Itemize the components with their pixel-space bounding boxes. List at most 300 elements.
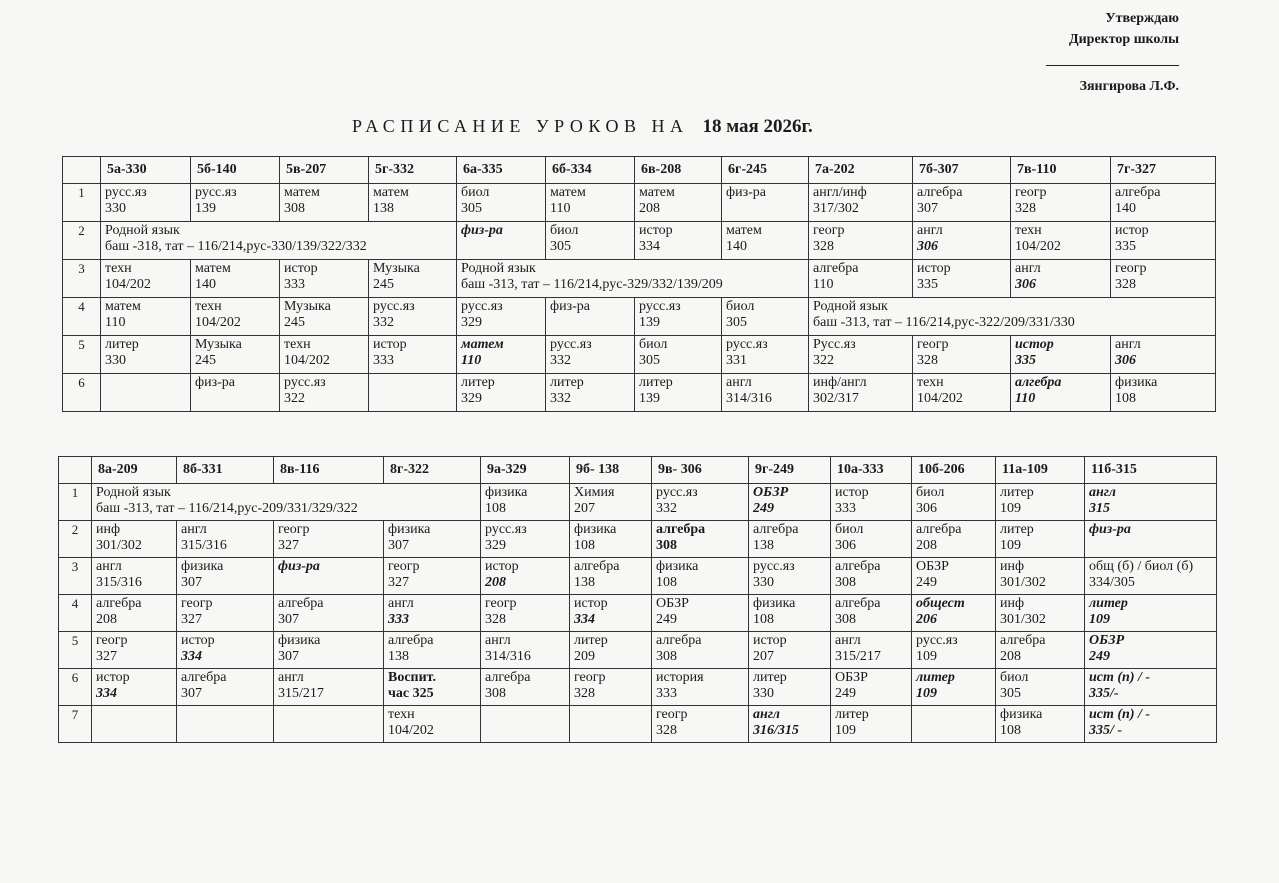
lesson-text: Воспит. час 325 bbox=[388, 670, 437, 701]
lesson-cell bbox=[652, 521, 749, 558]
page-title bbox=[352, 116, 813, 138]
lesson-cell bbox=[191, 260, 280, 298]
lesson-text: история 333 bbox=[656, 670, 704, 701]
director-label: Директор школы bbox=[1068, 32, 1179, 47]
lesson-text: истор 333 bbox=[835, 485, 869, 516]
lesson-text: геогр 328 bbox=[574, 670, 606, 701]
lesson-cell bbox=[809, 222, 913, 260]
lesson-text: техн 104/202 bbox=[284, 337, 330, 368]
lesson-text: биол 306 bbox=[835, 522, 864, 553]
lesson-number: 6 bbox=[63, 374, 101, 412]
lesson-cell bbox=[996, 558, 1085, 595]
lesson-text: русс.яз 331 bbox=[726, 337, 768, 368]
merged-lesson-cell bbox=[809, 298, 1216, 336]
class-header: 6г-245 bbox=[722, 157, 809, 184]
lesson-text: геогр 328 bbox=[1115, 261, 1147, 292]
lesson-text: русс.яз 139 bbox=[639, 299, 681, 330]
lesson-cell bbox=[191, 298, 280, 336]
lesson-row bbox=[63, 298, 1216, 336]
lesson-cell bbox=[101, 184, 191, 222]
lesson-cell bbox=[570, 595, 652, 632]
lesson-text: биол 305 bbox=[550, 223, 579, 254]
lesson-cell bbox=[1111, 260, 1216, 298]
lesson-cell bbox=[912, 595, 996, 632]
lesson-cell bbox=[913, 260, 1011, 298]
lesson-row bbox=[63, 222, 1216, 260]
class-header: 10а-333 bbox=[831, 457, 912, 484]
lesson-cell bbox=[92, 632, 177, 669]
lesson-cell bbox=[384, 521, 481, 558]
lesson-row bbox=[63, 260, 1216, 298]
lesson-text: матем 110 bbox=[105, 299, 141, 330]
lesson-text: физика 108 bbox=[485, 485, 528, 516]
lesson-cell bbox=[809, 184, 913, 222]
lesson-cell bbox=[1011, 374, 1111, 412]
lesson-text: биол 305 bbox=[1000, 670, 1029, 701]
lesson-cell bbox=[912, 669, 996, 706]
lesson-cell bbox=[1111, 222, 1216, 260]
lesson-cell bbox=[369, 184, 457, 222]
lesson-text: англ 316/315 bbox=[753, 707, 799, 738]
lesson-cell bbox=[384, 595, 481, 632]
lesson-text: литер 109 bbox=[1089, 596, 1128, 627]
lesson-cell bbox=[831, 484, 912, 521]
corner-cell bbox=[59, 457, 92, 484]
lesson-cell bbox=[722, 184, 809, 222]
merged-lesson-cell bbox=[457, 260, 809, 298]
lesson-cell bbox=[652, 484, 749, 521]
lesson-cell bbox=[369, 260, 457, 298]
lesson-cell bbox=[274, 669, 384, 706]
class-header: 10б-206 bbox=[912, 457, 996, 484]
lesson-cell bbox=[635, 298, 722, 336]
lesson-text: англ 315 bbox=[1089, 485, 1116, 516]
lesson-text: истор 334 bbox=[181, 633, 215, 664]
lesson-text: литер 109 bbox=[1000, 522, 1034, 553]
lesson-text: истор 335 bbox=[917, 261, 951, 292]
lesson-text: литер 332 bbox=[550, 375, 584, 406]
lesson-cell bbox=[1085, 632, 1217, 669]
lesson-text: алгебра 110 bbox=[813, 261, 859, 292]
lesson-text: литер 330 bbox=[105, 337, 139, 368]
lesson-number: 5 bbox=[59, 632, 92, 669]
lesson-text: биол 306 bbox=[916, 485, 945, 516]
lesson-text: матем 138 bbox=[373, 185, 409, 216]
lesson-cell bbox=[831, 521, 912, 558]
lesson-cell bbox=[912, 558, 996, 595]
lesson-text: алгебра 138 bbox=[388, 633, 434, 664]
schedule-table-junior bbox=[62, 156, 1216, 412]
lesson-cell bbox=[1111, 184, 1216, 222]
lesson-cell bbox=[481, 669, 570, 706]
lesson-text: ОБЗР 249 bbox=[753, 485, 789, 516]
lesson-cell bbox=[92, 558, 177, 595]
lesson-cell bbox=[722, 298, 809, 336]
lesson-cell bbox=[191, 184, 280, 222]
lesson-text: литер 109 bbox=[1000, 485, 1034, 516]
lesson-cell bbox=[1085, 558, 1217, 595]
lesson-text: алгебра 138 bbox=[574, 559, 620, 590]
lesson-text: геогр 327 bbox=[388, 559, 420, 590]
lesson-cell bbox=[177, 632, 274, 669]
lesson-text: физика 307 bbox=[388, 522, 431, 553]
lesson-text: русс.яз 332 bbox=[550, 337, 592, 368]
lesson-cell bbox=[570, 521, 652, 558]
lesson-text: общ (б) / биол (б) 334/305 bbox=[1089, 559, 1194, 590]
lesson-text: ист (п) / - 335/ - bbox=[1089, 707, 1151, 738]
lesson-cell bbox=[996, 595, 1085, 632]
lesson-text: техн 104/202 bbox=[195, 299, 241, 330]
lesson-cell bbox=[749, 595, 831, 632]
lesson-row bbox=[59, 484, 1217, 521]
lesson-cell bbox=[570, 706, 652, 743]
lesson-cell bbox=[722, 374, 809, 412]
lesson-cell bbox=[1111, 374, 1216, 412]
lesson-text: физика 108 bbox=[1000, 707, 1043, 738]
lesson-cell bbox=[274, 706, 384, 743]
lesson-text: истор 333 bbox=[284, 261, 318, 292]
lesson-text: Родной язык баш -313, тат – 116/214,рус-322/209/331/330 bbox=[813, 299, 1075, 330]
lesson-text: русс.яз 109 bbox=[916, 633, 958, 664]
lesson-cell bbox=[280, 298, 369, 336]
lesson-text: алгебра 307 bbox=[181, 670, 227, 701]
lesson-text: англ 306 bbox=[917, 223, 943, 254]
lesson-text: истор 333 bbox=[373, 337, 407, 368]
lesson-cell bbox=[546, 374, 635, 412]
lesson-number: 2 bbox=[59, 521, 92, 558]
lesson-cell bbox=[652, 595, 749, 632]
lesson-cell bbox=[369, 298, 457, 336]
lesson-text: англ 314/316 bbox=[726, 375, 772, 406]
lesson-text: инф 301/302 bbox=[1000, 596, 1046, 627]
lesson-text: биол 305 bbox=[461, 185, 490, 216]
class-header: 7в-110 bbox=[1011, 157, 1111, 184]
lesson-text: англ 306 bbox=[1115, 337, 1141, 368]
lesson-cell bbox=[92, 706, 177, 743]
lesson-cell bbox=[457, 222, 546, 260]
lesson-text: истор 334 bbox=[574, 596, 608, 627]
lesson-cell bbox=[749, 521, 831, 558]
lesson-text: матем 140 bbox=[195, 261, 231, 292]
lesson-cell bbox=[912, 632, 996, 669]
lesson-cell bbox=[274, 632, 384, 669]
lesson-text: геогр 328 bbox=[656, 707, 688, 738]
lesson-cell bbox=[546, 222, 635, 260]
lesson-cell bbox=[1111, 336, 1216, 374]
lesson-cell bbox=[570, 669, 652, 706]
lesson-cell bbox=[280, 374, 369, 412]
lesson-text: инф 301/302 bbox=[1000, 559, 1046, 590]
lesson-text: физика 108 bbox=[1115, 375, 1158, 406]
lesson-text: русс.яз 329 bbox=[485, 522, 527, 553]
lesson-cell bbox=[831, 558, 912, 595]
title-label: РАСПИСАНИЕ УРОКОВ НА bbox=[352, 116, 689, 136]
lesson-text: алгебра 208 bbox=[916, 522, 962, 553]
lesson-text: русс.яз 322 bbox=[284, 375, 326, 406]
lesson-text: ОБЗР 249 bbox=[1089, 633, 1125, 664]
lesson-cell bbox=[481, 706, 570, 743]
lesson-cell bbox=[481, 484, 570, 521]
lesson-cell bbox=[652, 558, 749, 595]
approval-label: Утверждаю bbox=[1105, 11, 1179, 26]
lesson-cell bbox=[101, 298, 191, 336]
approval-block bbox=[1046, 8, 1179, 97]
lesson-text: Русс.яз 322 bbox=[813, 337, 856, 368]
lesson-cell bbox=[274, 521, 384, 558]
lesson-cell bbox=[177, 706, 274, 743]
lesson-cell bbox=[996, 706, 1085, 743]
signature-line bbox=[1046, 55, 1179, 66]
lesson-number: 2 bbox=[63, 222, 101, 260]
lesson-row bbox=[59, 521, 1217, 558]
lesson-cell bbox=[1085, 595, 1217, 632]
lesson-text: алгебра 140 bbox=[1115, 185, 1161, 216]
lesson-number: 3 bbox=[59, 558, 92, 595]
lesson-text: ОБЗР 249 bbox=[835, 670, 868, 701]
lesson-text: русс.яз 332 bbox=[656, 485, 698, 516]
lesson-text: русс.яз 329 bbox=[461, 299, 503, 330]
lesson-cell bbox=[384, 706, 481, 743]
lesson-cell bbox=[481, 558, 570, 595]
lesson-cell bbox=[652, 669, 749, 706]
lesson-text: инф 301/302 bbox=[96, 522, 142, 553]
lesson-row bbox=[59, 669, 1217, 706]
lesson-text: Родной язык баш -313, тат – 116/214,рус-209/331/329/322 bbox=[96, 485, 358, 516]
lesson-cell bbox=[280, 336, 369, 374]
lesson-text: ОБЗР 249 bbox=[656, 596, 689, 627]
lesson-text: Родной язык баш -318, тат – 116/214,рус-330/139/322/332 bbox=[105, 223, 367, 254]
lesson-text: истор 335 bbox=[1015, 337, 1054, 368]
lesson-text: русс.яз 332 bbox=[373, 299, 415, 330]
lesson-text: ист (п) / - 335/- bbox=[1089, 670, 1151, 701]
lesson-number: 4 bbox=[63, 298, 101, 336]
lesson-cell bbox=[635, 184, 722, 222]
lesson-cell bbox=[177, 521, 274, 558]
lesson-cell bbox=[369, 336, 457, 374]
lesson-cell bbox=[652, 706, 749, 743]
lesson-cell bbox=[369, 374, 457, 412]
lesson-text: литер 109 bbox=[916, 670, 955, 701]
lesson-text: матем 110 bbox=[461, 337, 504, 368]
lesson-cell bbox=[457, 184, 546, 222]
lesson-cell bbox=[635, 222, 722, 260]
lesson-row bbox=[63, 374, 1216, 412]
lesson-cell bbox=[809, 336, 913, 374]
lesson-cell bbox=[809, 260, 913, 298]
lesson-text: алгебра 208 bbox=[1000, 633, 1046, 664]
class-header: 6б-334 bbox=[546, 157, 635, 184]
lesson-text: техн 104/202 bbox=[1015, 223, 1061, 254]
lesson-text: матем 208 bbox=[639, 185, 675, 216]
lesson-text: общест 206 bbox=[916, 596, 965, 627]
lesson-text: физика 307 bbox=[278, 633, 321, 664]
lesson-text: истор 207 bbox=[753, 633, 787, 664]
lesson-text: матем 110 bbox=[550, 185, 586, 216]
lesson-text: алгебра 138 bbox=[753, 522, 799, 553]
lesson-cell bbox=[457, 336, 546, 374]
lesson-text: инф/англ 302/317 bbox=[813, 375, 867, 406]
lesson-cell bbox=[996, 632, 1085, 669]
lesson-cell bbox=[177, 595, 274, 632]
lesson-cell bbox=[913, 336, 1011, 374]
lesson-text: геогр 327 bbox=[181, 596, 213, 627]
class-header: 8г-322 bbox=[384, 457, 481, 484]
lesson-cell bbox=[481, 632, 570, 669]
lesson-text: алгебра 110 bbox=[1015, 375, 1062, 406]
lesson-text: физика 108 bbox=[753, 596, 796, 627]
lesson-cell bbox=[652, 632, 749, 669]
lesson-text: алгебра 307 bbox=[917, 185, 963, 216]
lesson-text: алгебра 308 bbox=[485, 670, 531, 701]
lesson-cell bbox=[274, 595, 384, 632]
lesson-cell bbox=[570, 484, 652, 521]
lesson-text: физ-ра bbox=[1089, 522, 1131, 537]
lesson-cell bbox=[481, 521, 570, 558]
lesson-cell bbox=[749, 484, 831, 521]
lesson-text: Музыка 245 bbox=[373, 261, 420, 292]
lesson-text: техн 104/202 bbox=[917, 375, 963, 406]
lesson-text: геогр 328 bbox=[485, 596, 517, 627]
lesson-cell bbox=[996, 669, 1085, 706]
lesson-text: алгебра 308 bbox=[835, 559, 881, 590]
lesson-cell bbox=[749, 558, 831, 595]
lesson-text: Музыка 245 bbox=[195, 337, 242, 368]
lesson-text: биол 305 bbox=[726, 299, 755, 330]
class-header: 5б-140 bbox=[191, 157, 280, 184]
lesson-text: физ-ра bbox=[550, 299, 590, 314]
lesson-row bbox=[63, 336, 1216, 374]
lesson-cell bbox=[101, 260, 191, 298]
lesson-text: физика 307 bbox=[181, 559, 224, 590]
class-header: 9в- 306 bbox=[652, 457, 749, 484]
lesson-cell bbox=[481, 595, 570, 632]
lesson-text: англ 314/316 bbox=[485, 633, 531, 664]
lesson-text: геогр 328 bbox=[917, 337, 949, 368]
lesson-cell bbox=[749, 632, 831, 669]
class-header: 7г-327 bbox=[1111, 157, 1216, 184]
lesson-cell bbox=[1085, 484, 1217, 521]
class-header: 5в-207 bbox=[280, 157, 369, 184]
lesson-cell bbox=[831, 632, 912, 669]
lesson-cell bbox=[457, 298, 546, 336]
lesson-text: истор 335 bbox=[1115, 223, 1149, 254]
lesson-row bbox=[59, 558, 1217, 595]
lesson-text: англ 315/316 bbox=[181, 522, 227, 553]
lesson-text: Химия 207 bbox=[574, 485, 615, 516]
lesson-cell bbox=[913, 374, 1011, 412]
lesson-text: литер 329 bbox=[461, 375, 495, 406]
lesson-number: 6 bbox=[59, 669, 92, 706]
lesson-cell bbox=[1011, 222, 1111, 260]
lesson-cell bbox=[913, 184, 1011, 222]
class-header: 7а-202 bbox=[809, 157, 913, 184]
lesson-number: 5 bbox=[63, 336, 101, 374]
lesson-text: литер 209 bbox=[574, 633, 608, 664]
lesson-number: 3 bbox=[63, 260, 101, 298]
lesson-text: физика 108 bbox=[574, 522, 617, 553]
class-header: 5г-332 bbox=[369, 157, 457, 184]
lesson-cell bbox=[457, 374, 546, 412]
class-header: 7б-307 bbox=[913, 157, 1011, 184]
lesson-cell bbox=[546, 184, 635, 222]
lesson-cell bbox=[274, 558, 384, 595]
lesson-text: физика 108 bbox=[656, 559, 699, 590]
class-header: 5а-330 bbox=[101, 157, 191, 184]
lesson-cell bbox=[749, 706, 831, 743]
lesson-row bbox=[63, 184, 1216, 222]
lesson-row bbox=[59, 706, 1217, 743]
lesson-text: англ 315/217 bbox=[278, 670, 324, 701]
class-header: 9а-329 bbox=[481, 457, 570, 484]
lesson-text: англ 333 bbox=[388, 596, 414, 627]
class-header: 8в-116 bbox=[274, 457, 384, 484]
lesson-text: алгебра 308 bbox=[835, 596, 881, 627]
lesson-cell bbox=[92, 669, 177, 706]
lesson-text: англ/инф 317/302 bbox=[813, 185, 867, 216]
lesson-cell bbox=[101, 336, 191, 374]
lesson-cell bbox=[92, 521, 177, 558]
lesson-cell bbox=[1085, 669, 1217, 706]
lesson-cell bbox=[749, 669, 831, 706]
header-row bbox=[63, 157, 1216, 184]
lesson-text: техн 104/202 bbox=[388, 707, 434, 738]
lesson-cell bbox=[177, 669, 274, 706]
lesson-cell bbox=[570, 632, 652, 669]
lesson-text: матем 308 bbox=[284, 185, 320, 216]
lesson-cell bbox=[1011, 260, 1111, 298]
lesson-text: биол 305 bbox=[639, 337, 668, 368]
lesson-text: англ 315/217 bbox=[835, 633, 881, 664]
lesson-text: англ 306 bbox=[1015, 261, 1041, 292]
lesson-cell bbox=[101, 374, 191, 412]
lesson-text: русс.яз 139 bbox=[195, 185, 237, 216]
lesson-text: геогр 327 bbox=[96, 633, 128, 664]
lesson-cell bbox=[546, 336, 635, 374]
lesson-text: геогр 328 bbox=[813, 223, 845, 254]
lesson-text: русс.яз 330 bbox=[753, 559, 795, 590]
class-header: 8а-209 bbox=[92, 457, 177, 484]
title-date: 18 мая 2026г. bbox=[702, 116, 813, 137]
lesson-cell bbox=[280, 184, 369, 222]
lesson-cell bbox=[570, 558, 652, 595]
lesson-cell bbox=[191, 336, 280, 374]
class-header: 6а-335 bbox=[457, 157, 546, 184]
lesson-cell bbox=[546, 298, 635, 336]
class-header: 11а-109 bbox=[996, 457, 1085, 484]
lesson-cell bbox=[996, 521, 1085, 558]
lesson-text: русс.яз 330 bbox=[105, 185, 147, 216]
lesson-cell bbox=[1085, 521, 1217, 558]
schedule-table-senior bbox=[58, 456, 1217, 743]
lesson-text: геогр 328 bbox=[1015, 185, 1047, 216]
lesson-number: 7 bbox=[59, 706, 92, 743]
lesson-text: литер 330 bbox=[753, 670, 787, 701]
lesson-text: истор 208 bbox=[485, 559, 519, 590]
lesson-text: литер 109 bbox=[835, 707, 869, 738]
lesson-cell bbox=[722, 222, 809, 260]
lesson-text: матем 140 bbox=[726, 223, 762, 254]
lesson-text: Музыка 245 bbox=[284, 299, 331, 330]
lesson-cell bbox=[384, 558, 481, 595]
lesson-cell bbox=[177, 558, 274, 595]
lesson-row bbox=[59, 632, 1217, 669]
lesson-cell bbox=[722, 336, 809, 374]
lesson-cell bbox=[384, 669, 481, 706]
merged-lesson-cell bbox=[92, 484, 481, 521]
lesson-cell bbox=[912, 521, 996, 558]
lesson-text: литер 139 bbox=[639, 375, 673, 406]
class-header: 9б- 138 bbox=[570, 457, 652, 484]
